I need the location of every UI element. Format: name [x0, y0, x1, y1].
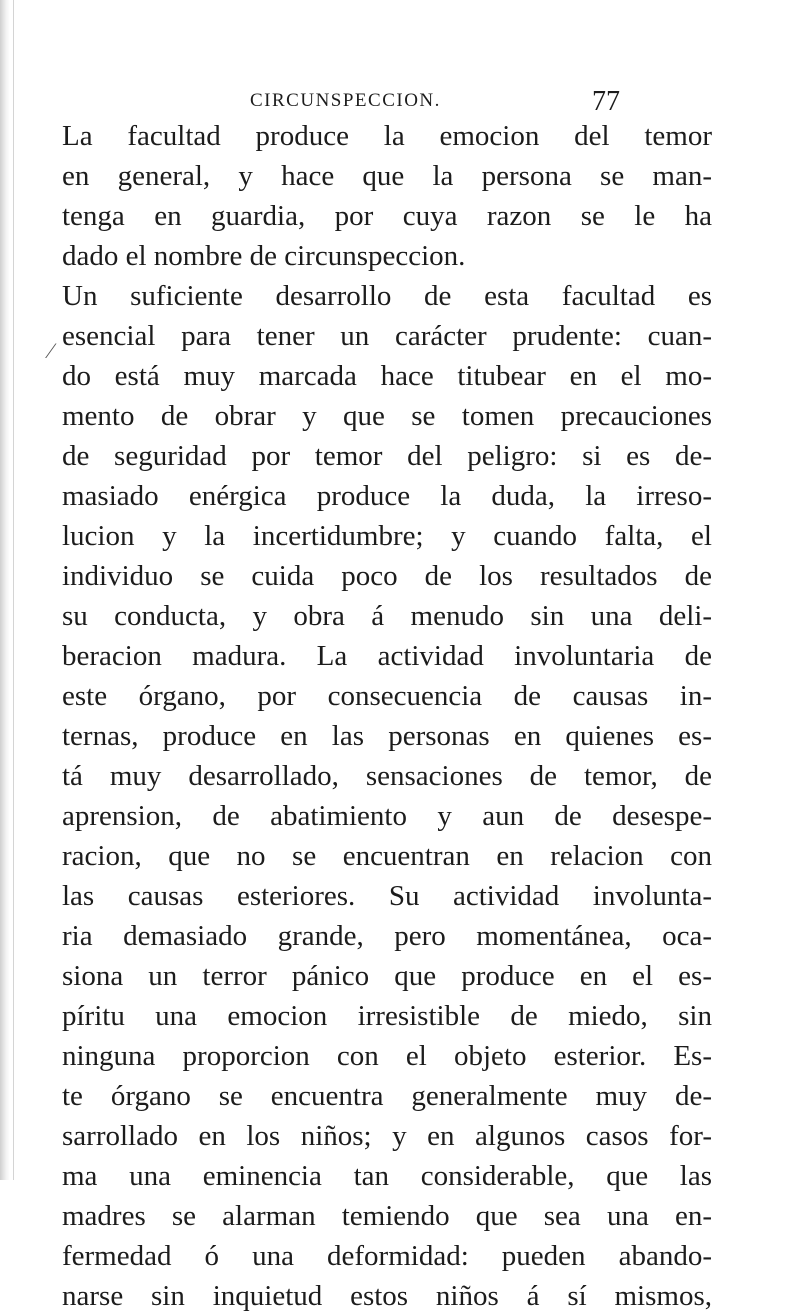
- text-line: en general, y hace que la persona se man-: [62, 160, 712, 192]
- text-line: píritu una emocion irresistible de miedo, sin: [62, 1000, 712, 1032]
- text-line: beracion madura. La actividad involuntaria de: [62, 640, 712, 672]
- text-line: esencial para tener un carácter prudente: cuan-: [62, 320, 712, 352]
- text-line: narse sin inquietud estos niños á sí mismos,: [62, 1280, 712, 1312]
- text-line: tenga en guardia, por cuya razon se le ha: [62, 200, 712, 232]
- page-edge-line: [13, 0, 14, 1180]
- margin-mark: ⁄: [49, 338, 53, 363]
- text-line: sarrollado en los niños; y en algunos casos for-: [62, 1120, 712, 1152]
- text-line: este órgano, por consecuencia de causas in-: [62, 680, 712, 712]
- text-line: madres se alarman temiendo que sea una en-: [62, 1200, 712, 1232]
- text-line: mento de obrar y que se tomen precauciones: [62, 400, 712, 432]
- text-line: te órgano se encuentra generalmente muy de-: [62, 1080, 712, 1112]
- text-line: masiado enérgica produce la duda, la irreso-: [62, 480, 712, 512]
- text-line: individuo se cuida poco de los resultados de: [62, 560, 712, 592]
- text-line: dado el nombre de circunspeccion.: [62, 240, 466, 272]
- page-number: 77: [592, 86, 620, 117]
- text-line: fermedad ó una deformidad: pueden abando-: [62, 1240, 712, 1272]
- text-line: tá muy desarrollado, sensaciones de temor, de: [62, 760, 712, 792]
- page-header: [0, 86, 800, 116]
- text-line: las causas esteriores. Su actividad involunta-: [62, 880, 712, 912]
- text-line: ternas, produce en las personas en quienes es-: [62, 720, 712, 752]
- page-gutter-shadow: [0, 0, 10, 1180]
- text-line: ma una eminencia tan considerable, que las: [62, 1160, 712, 1192]
- text-line: ninguna proporcion con el objeto esterior. Es-: [62, 1040, 712, 1072]
- text-line: siona un terror pánico que produce en el es-: [62, 960, 712, 992]
- text-line: de seguridad por temor del peligro: si es de-: [62, 440, 712, 472]
- body-text: [62, 116, 712, 1316]
- text-line: Un suficiente desarrollo de esta facultad es: [62, 280, 712, 312]
- running-head: CIRCUNSPECCION.: [250, 90, 441, 111]
- text-line: su conducta, y obra á menudo sin una deli-: [62, 600, 712, 632]
- text-line: racion, que no se encuentran en relacion con: [62, 840, 712, 872]
- text-line: do está muy marcada hace titubear en el mo-: [62, 360, 712, 392]
- text-line: ria demasiado grande, pero momentánea, oca-: [62, 920, 712, 952]
- text-line: La facultad produce la emocion del temor: [62, 120, 712, 152]
- text-line: lucion y la incertidumbre; y cuando falta, el: [62, 520, 712, 552]
- text-line: aprension, de abatimiento y aun de desespe-: [62, 800, 712, 832]
